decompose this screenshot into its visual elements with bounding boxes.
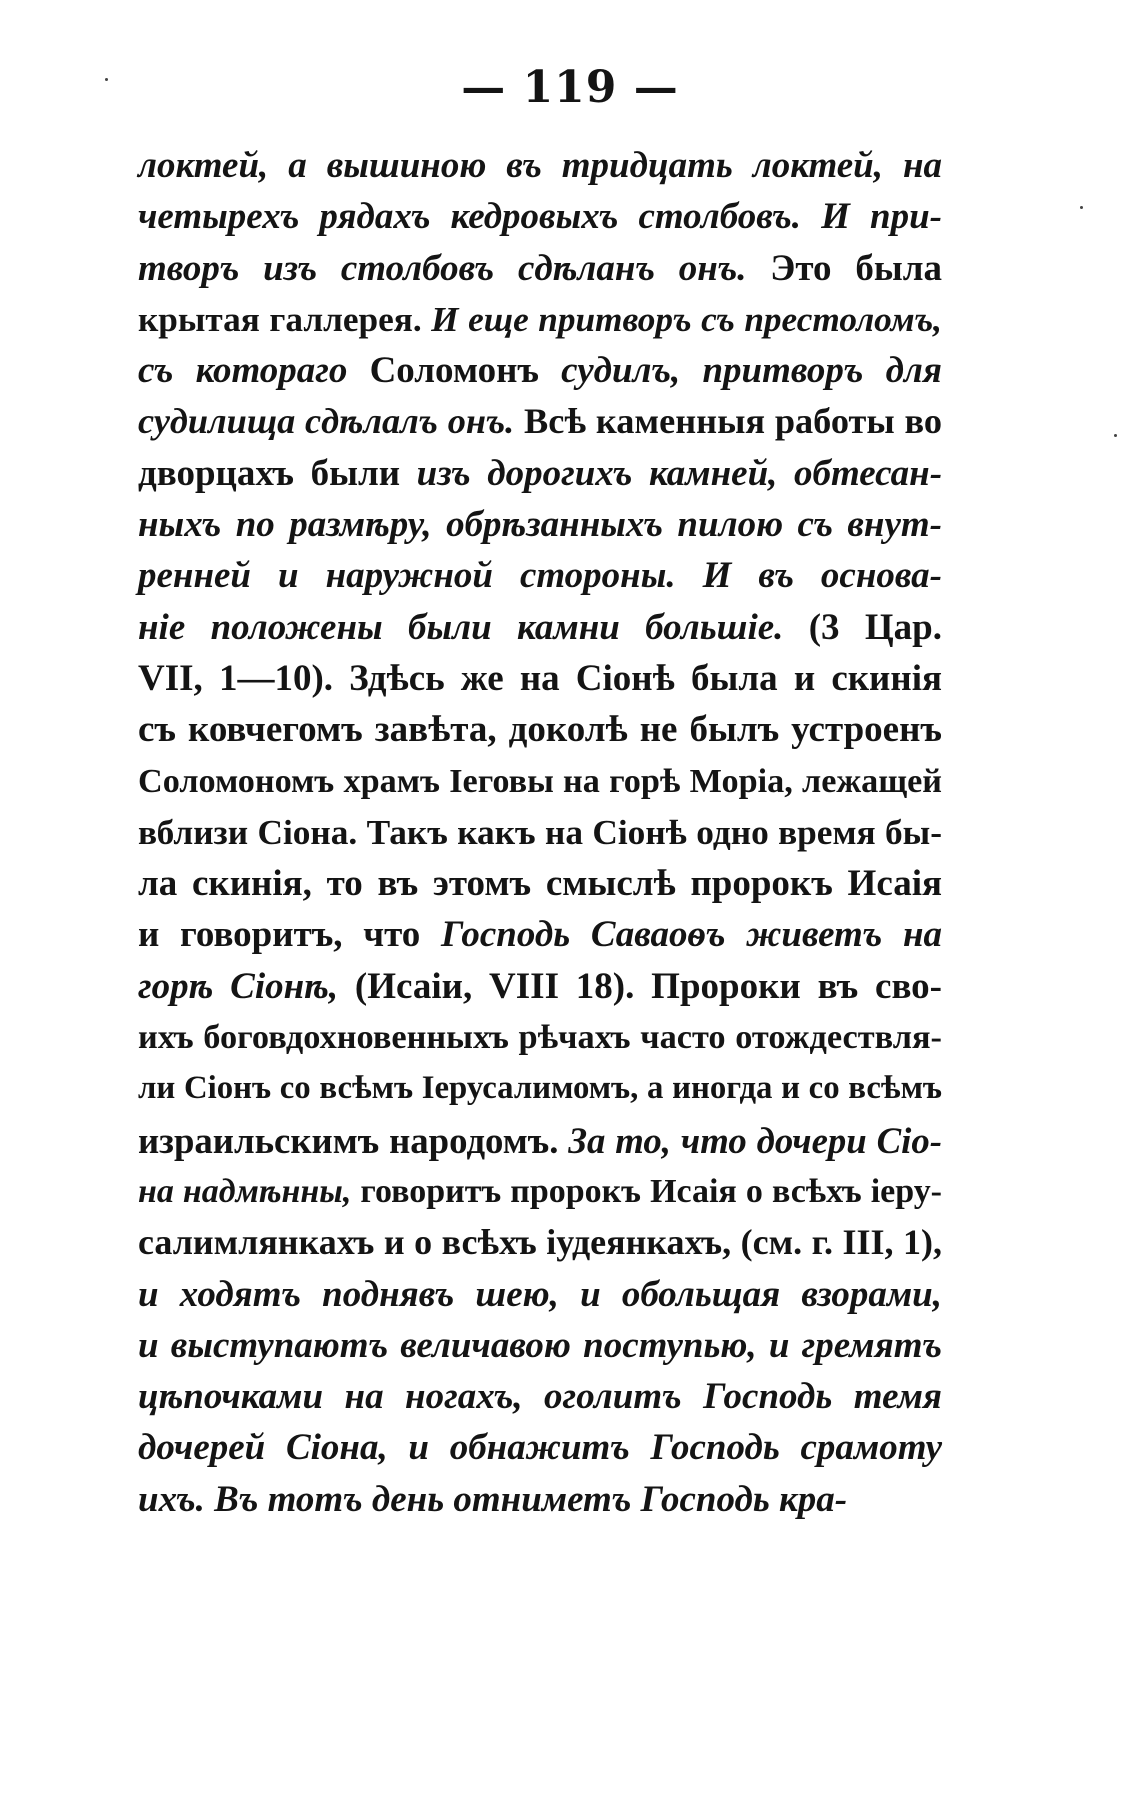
text-segment: и говоритъ, что (138, 914, 441, 956)
text-line (138, 704, 942, 755)
text-line (138, 1217, 942, 1268)
text-line (138, 396, 942, 447)
text-line (138, 294, 942, 345)
text-line (138, 1269, 942, 1320)
body-text (138, 140, 942, 1525)
print-speck (1114, 434, 1117, 437)
text-segment: Всѣ каменныя работы во (514, 401, 942, 442)
text-segment: Соломонъ (369, 350, 539, 392)
italic-text-segment: локтей, а вышиною въ тридцать локтей, на (138, 145, 942, 186)
text-line (138, 1063, 942, 1114)
text-line (138, 191, 942, 242)
italic-text-segment: ніе положены были камни большіе. (138, 606, 784, 648)
text-segment: Это была (746, 247, 942, 289)
text-segment: съ ковчегомъ завѣта, доколѣ не былъ устроенъ (138, 709, 942, 751)
text-line (138, 1320, 942, 1371)
text-line (138, 858, 942, 909)
text-line (138, 140, 942, 191)
text-segment: ли Сіонъ со всѣмъ Іерусалимомъ, а иногда и со всѣмъ (138, 1070, 942, 1107)
text-line (138, 499, 942, 550)
text-segment: крытая галлерея. (138, 299, 432, 339)
text-line (138, 961, 942, 1012)
italic-text-segment: дочерей Сіона, и обнажитъ Господь срамоту (138, 1427, 942, 1469)
text-line (138, 1474, 942, 1525)
text-line (138, 243, 942, 294)
text-line (138, 653, 942, 704)
text-line (138, 1115, 942, 1166)
italic-text-segment: изъ дорогихъ камней, обтесан- (416, 452, 943, 494)
text-segment: ихъ боговдохновенныхъ рѣчахъ часто отождествля- (138, 1018, 942, 1057)
italic-text-segment: четырехъ рядахъ кедровыхъ столбовъ. И при- (138, 196, 942, 238)
text-line (138, 1422, 942, 1473)
italic-text-segment: Господь Саваоѳъ живетъ на (440, 914, 942, 956)
text-segment: (Исаіи, VIII 18). Пророки въ сво- (338, 965, 942, 1007)
italic-text-segment: на надмѣнны, (138, 1172, 352, 1210)
italic-text-segment: И еще притворъ съ престоломъ, (431, 299, 942, 339)
text-line (138, 550, 942, 601)
print-speck (1080, 206, 1083, 209)
italic-text-segment: и ходятъ поднявъ шею, и обольщая взорами, (138, 1273, 942, 1315)
text-segment: Соломономъ храмъ Іеговы на горѣ Моріа, лежащей (138, 762, 942, 800)
text-line (138, 1166, 942, 1217)
text-segment: израильскимъ народомъ. (138, 1119, 569, 1161)
italic-text-segment: судилища сдѣлалъ онъ. (138, 401, 515, 442)
italic-text-segment: горѣ Сіонѣ, (138, 965, 339, 1007)
text-line (138, 756, 942, 807)
italic-text-segment: творъ изъ столбовъ сдѣланъ онъ. (138, 247, 747, 289)
italic-text-segment: ренней и наружной стороны. И въ основа- (138, 555, 942, 597)
print-speck (105, 78, 108, 81)
text-segment: VII, 1—10). Здѣсь же на Сіонѣ была и скинія (138, 657, 942, 699)
text-segment: дворцахъ были (138, 452, 417, 494)
italic-text-segment: и выступаютъ величавою поступью, и гремятъ (138, 1324, 942, 1366)
text-segment: (3 Цар. (783, 606, 942, 648)
text-line (138, 1371, 942, 1422)
text-line (138, 448, 942, 499)
text-line (138, 1012, 942, 1063)
text-line (138, 807, 942, 858)
italic-text-segment: ихъ. Въ тотъ день отниметъ Господь кра- (138, 1478, 848, 1520)
italic-text-segment: За то, что дочери Сіо- (568, 1119, 942, 1161)
text-segment: салимлянкахъ и о всѣхъ іудеянкахъ, (см. г. III, 1), (138, 1222, 942, 1263)
italic-text-segment: судилъ, притворъ для (538, 350, 942, 392)
text-segment: вблизи Сіона. Такъ какъ на Сіонѣ одно время бы- (138, 812, 942, 852)
text-segment: ла скинія, то въ этомъ смыслѣ пророкъ Исаія (138, 863, 942, 905)
italic-text-segment: цѣпочками на ногахъ, оголитъ Господь темя (138, 1376, 942, 1418)
italic-text-segment: съ котораго (138, 350, 370, 392)
text-line (138, 909, 942, 960)
italic-text-segment: ныхъ по размѣру, обрѣзанныхъ пилою съ внут- (138, 504, 942, 546)
page-number: — 119 — (461, 62, 679, 113)
text-line (138, 345, 942, 396)
text-line (138, 602, 942, 653)
text-segment: говоритъ пророкъ Исаія о всѣхъ іеру- (351, 1172, 942, 1210)
